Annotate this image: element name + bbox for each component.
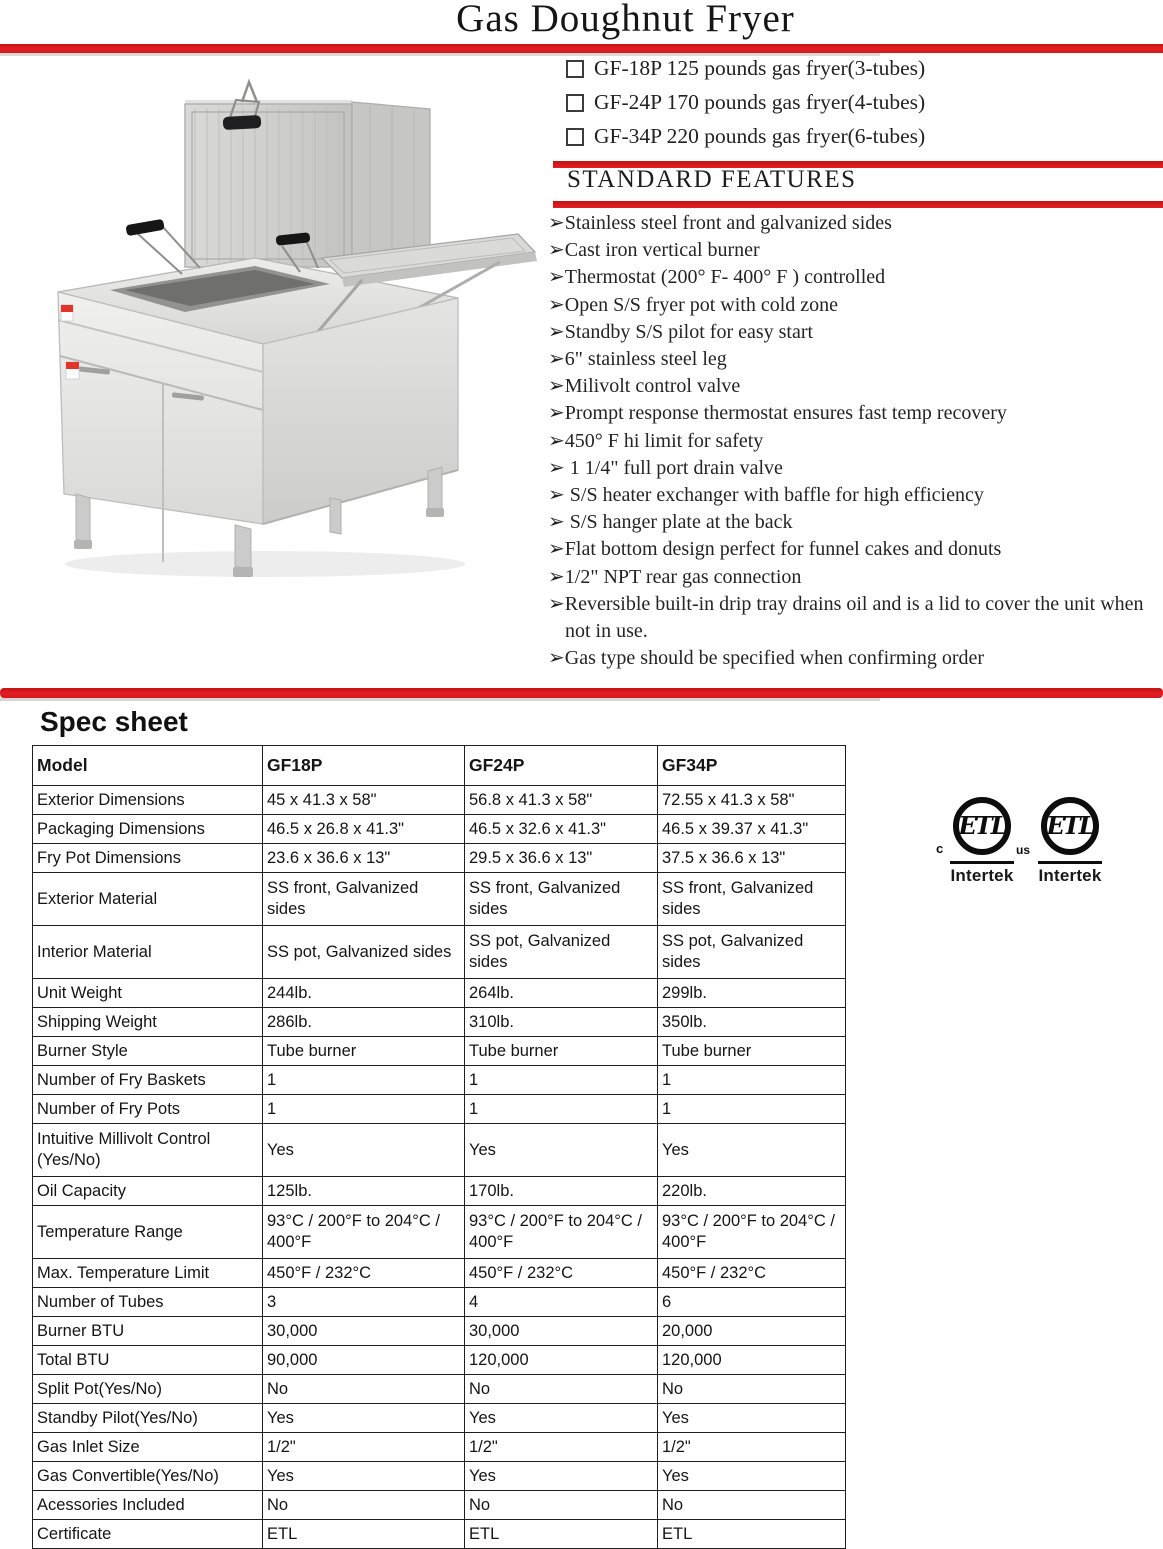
arrow-bullet-icon: ➢ bbox=[548, 592, 565, 615]
table-row bbox=[33, 1462, 846, 1491]
spec-row-label: Exterior Dimensions bbox=[33, 786, 263, 815]
table-row bbox=[33, 1317, 846, 1346]
arrow-bullet-icon: ➢ bbox=[548, 293, 565, 316]
feature-text: Flat bottom design perfect for funnel cakes and donuts bbox=[564, 538, 1002, 561]
spec-value-cell: 46.5 x 39.37 x 41.3" bbox=[658, 815, 846, 844]
spec-row-label: Oil Capacity bbox=[33, 1177, 263, 1206]
spec-value-cell: Yes bbox=[658, 1124, 846, 1177]
spec-row-label: Split Pot(Yes/No) bbox=[33, 1375, 263, 1404]
spec-value-cell: No bbox=[465, 1375, 658, 1404]
spec-table-header-cell: GF34P bbox=[658, 746, 846, 786]
feature-item bbox=[548, 319, 1156, 346]
spec-value-cell: 29.5 x 36.6 x 13" bbox=[465, 844, 658, 873]
arrow-bullet-icon: ➢ bbox=[548, 402, 565, 425]
spec-row-label: Intuitive Millivolt Control (Yes/No) bbox=[33, 1124, 263, 1177]
spec-value-cell: No bbox=[465, 1491, 658, 1520]
spec-table-body bbox=[33, 746, 846, 1549]
spec-value-cell: Tube burner bbox=[658, 1037, 846, 1066]
etl-mark-text: ETL bbox=[1046, 810, 1094, 840]
model-option bbox=[566, 56, 1146, 90]
etl-mark-text: ETL bbox=[958, 810, 1006, 840]
spec-row-label: Burner Style bbox=[33, 1037, 263, 1066]
spec-value-cell: Yes bbox=[465, 1404, 658, 1433]
model-option bbox=[566, 90, 1146, 124]
table-row bbox=[33, 873, 846, 926]
spec-row-label: Burner BTU bbox=[33, 1317, 263, 1346]
spec-value-cell: 450°F / 232°C bbox=[658, 1259, 846, 1288]
intertek-underline bbox=[950, 861, 1014, 864]
spec-value-cell: 244lb. bbox=[263, 979, 465, 1008]
spec-row-label: Fry Pot Dimensions bbox=[33, 844, 263, 873]
table-row bbox=[33, 1375, 846, 1404]
feature-item bbox=[548, 237, 1156, 264]
table-row bbox=[33, 1037, 846, 1066]
model-option bbox=[566, 124, 1146, 158]
arrow-bullet-icon: ➢ bbox=[548, 538, 565, 561]
section-divider-shadow bbox=[0, 698, 880, 701]
feature-text: Cast iron vertical burner bbox=[564, 239, 760, 262]
spec-value-cell: ETL bbox=[658, 1520, 846, 1549]
spec-value-cell: 1/2" bbox=[658, 1433, 846, 1462]
feature-text: Standby S/S pilot for easy start bbox=[564, 320, 814, 343]
spec-value-cell: SS front, Galvanized sides bbox=[465, 873, 658, 926]
feature-text: Gas type should be specified when confirming order bbox=[564, 647, 985, 670]
arrow-bullet-icon: ➢ bbox=[548, 647, 565, 670]
spec-value-cell: Tube burner bbox=[263, 1037, 465, 1066]
spec-value-cell: 4 bbox=[465, 1288, 658, 1317]
etl-circle-icon bbox=[1041, 797, 1099, 855]
arrow-bullet-icon: ➢ bbox=[548, 348, 565, 371]
spec-value-cell: 1 bbox=[465, 1095, 658, 1124]
arrow-bullet-icon: ➢ bbox=[548, 266, 565, 289]
feature-item bbox=[548, 564, 1156, 591]
spec-table-header-cell: GF24P bbox=[465, 746, 658, 786]
feature-item bbox=[548, 536, 1156, 563]
spec-value-cell: Yes bbox=[658, 1462, 846, 1491]
spec-row-label: Unit Weight bbox=[33, 979, 263, 1008]
spec-value-cell: 125lb. bbox=[263, 1177, 465, 1206]
arrow-bullet-icon: ➢ bbox=[548, 212, 565, 234]
table-row bbox=[33, 1095, 846, 1124]
feature-text: Thermostat (200° F- 400° F ) controlled bbox=[564, 266, 886, 289]
spec-value-cell: 120,000 bbox=[658, 1346, 846, 1375]
feature-item bbox=[548, 264, 1156, 291]
feature-text: Stainless steel front and galvanized sides bbox=[564, 212, 892, 234]
arrow-bullet-icon: ➢ bbox=[548, 511, 565, 534]
feature-text: S/S hanger plate at the back bbox=[564, 511, 793, 534]
feature-item bbox=[548, 428, 1156, 455]
etl-c-label: c bbox=[936, 841, 944, 856]
spec-value-cell: 264lb. bbox=[465, 979, 658, 1008]
spec-value-cell: 90,000 bbox=[263, 1346, 465, 1375]
feature-item bbox=[548, 509, 1156, 536]
intertek-label: Intertek bbox=[950, 866, 1014, 885]
table-row bbox=[33, 926, 846, 979]
spec-table-header-row bbox=[33, 746, 846, 786]
model-list bbox=[566, 56, 1146, 158]
spec-row-label: Exterior Material bbox=[33, 873, 263, 926]
table-row bbox=[33, 844, 846, 873]
spec-value-cell: SS front, Galvanized sides bbox=[263, 873, 465, 926]
arrow-bullet-icon: ➢ bbox=[548, 456, 565, 479]
spec-value-cell: 46.5 x 26.8 x 41.3" bbox=[263, 815, 465, 844]
table-row bbox=[33, 815, 846, 844]
spec-value-cell: 1 bbox=[465, 1066, 658, 1095]
feature-text: Prompt response thermostat ensures fast temp recovery bbox=[564, 402, 1007, 425]
spec-value-cell: 450°F / 232°C bbox=[263, 1259, 465, 1288]
table-row bbox=[33, 1259, 846, 1288]
spec-row-label: Number of Fry Pots bbox=[33, 1095, 263, 1124]
spec-value-cell: Yes bbox=[465, 1462, 658, 1491]
spec-value-cell: 220lb. bbox=[658, 1177, 846, 1206]
spec-row-label: Temperature Range bbox=[33, 1206, 263, 1259]
table-row bbox=[33, 1066, 846, 1095]
spec-value-cell: 93°C / 200°F to 204°C / 400°F bbox=[263, 1206, 465, 1259]
spec-value-cell: 30,000 bbox=[263, 1317, 465, 1346]
table-row bbox=[33, 1177, 846, 1206]
feature-item bbox=[548, 591, 1156, 645]
arrow-bullet-icon: ➢ bbox=[548, 320, 565, 343]
feature-item bbox=[548, 400, 1156, 427]
spec-row-label: Max. Temperature Limit bbox=[33, 1259, 263, 1288]
table-row bbox=[33, 1288, 846, 1317]
spec-value-cell: SS pot, Galvanized sides bbox=[263, 926, 465, 979]
feature-text: 450° F hi limit for safety bbox=[564, 429, 764, 452]
table-row bbox=[33, 1491, 846, 1520]
spec-value-cell: SS front, Galvanized sides bbox=[658, 873, 846, 926]
spec-value-cell: Yes bbox=[263, 1124, 465, 1177]
feature-text: 1 1/4" full port drain valve bbox=[564, 456, 783, 479]
page-title: Gas Doughnut Fryer bbox=[456, 0, 795, 40]
spec-value-cell: 1 bbox=[263, 1095, 465, 1124]
intertek-label: Intertek bbox=[1038, 866, 1102, 885]
spec-value-cell: ETL bbox=[465, 1520, 658, 1549]
feature-text: Open S/S fryer pot with cold zone bbox=[564, 293, 839, 316]
spec-row-label: Gas Inlet Size bbox=[33, 1433, 263, 1462]
spec-value-cell: 23.6 x 36.6 x 13" bbox=[263, 844, 465, 873]
spec-value-cell: 1 bbox=[658, 1095, 846, 1124]
feature-item bbox=[548, 210, 1156, 237]
spec-value-cell: SS pot, Galvanized sides bbox=[658, 926, 846, 979]
model-option-label: GF-18P 125 pounds gas fryer(3-tubes) bbox=[594, 56, 926, 80]
model-option-label: GF-24P 170 pounds gas fryer(4-tubes) bbox=[594, 90, 926, 114]
etl-intertek-logo bbox=[1034, 797, 1106, 886]
spec-value-cell: 286lb. bbox=[263, 1008, 465, 1037]
spec-value-cell: 1 bbox=[263, 1066, 465, 1095]
etl-us-label: us bbox=[1015, 843, 1030, 857]
spec-value-cell: Yes bbox=[263, 1462, 465, 1491]
arrow-bullet-icon: ➢ bbox=[548, 239, 565, 262]
spec-value-cell: SS pot, Galvanized sides bbox=[465, 926, 658, 979]
table-row bbox=[33, 786, 846, 815]
table-row bbox=[33, 1404, 846, 1433]
spec-table-header-cell: Model bbox=[33, 746, 263, 786]
feature-item bbox=[548, 455, 1156, 482]
product-photo-fryer bbox=[30, 62, 545, 582]
feature-text: 1/2" NPT rear gas connection bbox=[564, 565, 802, 588]
table-row bbox=[33, 1520, 846, 1549]
model-checkbox bbox=[566, 128, 584, 146]
spec-value-cell: No bbox=[658, 1375, 846, 1404]
spec-row-label: Certificate bbox=[33, 1520, 263, 1549]
table-row bbox=[33, 979, 846, 1008]
feature-item bbox=[548, 292, 1156, 319]
spec-value-cell: No bbox=[263, 1491, 465, 1520]
spec-value-cell: 299lb. bbox=[658, 979, 846, 1008]
spec-value-cell: 3 bbox=[263, 1288, 465, 1317]
spec-value-cell: 46.5 x 32.6 x 41.3" bbox=[465, 815, 658, 844]
feature-text: Reversible built-in drip tray drains oil and is a lid to cover the unit when not in use. bbox=[564, 592, 1144, 643]
spec-row-label: Gas Convertible(Yes/No) bbox=[33, 1462, 263, 1491]
spec-value-cell: Yes bbox=[263, 1404, 465, 1433]
spec-row-label: Total BTU bbox=[33, 1346, 263, 1375]
spec-row-label: Number of Fry Baskets bbox=[33, 1066, 263, 1095]
etl-intertek-logo bbox=[936, 797, 1030, 886]
spec-row-label: Number of Tubes bbox=[33, 1288, 263, 1317]
spec-value-cell: 120,000 bbox=[465, 1346, 658, 1375]
feature-text: S/S heater exchanger with baffle for high efficiency bbox=[564, 484, 984, 507]
spec-value-cell: 72.55 x 41.3 x 58" bbox=[658, 786, 846, 815]
arrow-bullet-icon: ➢ bbox=[548, 429, 565, 452]
spec-value-cell: ETL bbox=[263, 1520, 465, 1549]
spec-row-label: Shipping Weight bbox=[33, 1008, 263, 1037]
spec-table-header-cell: GF18P bbox=[263, 746, 465, 786]
table-row bbox=[33, 1124, 846, 1177]
spec-value-cell: 93°C / 200°F to 204°C / 400°F bbox=[465, 1206, 658, 1259]
table-row bbox=[33, 1206, 846, 1259]
arrow-bullet-icon: ➢ bbox=[548, 484, 565, 507]
feature-item bbox=[548, 645, 1156, 672]
spec-value-cell: 1/2" bbox=[263, 1433, 465, 1462]
spec-value-cell: 20,000 bbox=[658, 1317, 846, 1346]
feature-item bbox=[548, 346, 1156, 373]
intertek-underline bbox=[1038, 861, 1102, 864]
spec-value-cell: 170lb. bbox=[465, 1177, 658, 1206]
spec-value-cell: Yes bbox=[465, 1124, 658, 1177]
spec-table bbox=[32, 745, 846, 1549]
spec-row-label: Acessories Included bbox=[33, 1491, 263, 1520]
section-divider-rule bbox=[0, 688, 1163, 698]
spec-value-cell: 6 bbox=[658, 1288, 846, 1317]
fryer-illustration bbox=[30, 62, 545, 582]
model-option-label: GF-34P 220 pounds gas fryer(6-tubes) bbox=[594, 124, 926, 148]
title-rule bbox=[0, 44, 1163, 53]
spec-value-cell: 450°F / 232°C bbox=[465, 1259, 658, 1288]
spec-value-cell: 45 x 41.3 x 58" bbox=[263, 786, 465, 815]
spec-sheet-heading: Spec sheet bbox=[40, 706, 188, 737]
spec-row-label: Interior Material bbox=[33, 926, 263, 979]
arrow-bullet-icon: ➢ bbox=[548, 375, 565, 398]
features-list bbox=[548, 210, 1156, 672]
arrow-bullet-icon: ➢ bbox=[548, 565, 565, 588]
spec-value-cell: 56.8 x 41.3 x 58" bbox=[465, 786, 658, 815]
spec-value-cell: Yes bbox=[658, 1404, 846, 1433]
feature-item bbox=[548, 482, 1156, 509]
spec-value-cell: No bbox=[263, 1375, 465, 1404]
spec-value-cell: Tube burner bbox=[465, 1037, 658, 1066]
feature-text: Milivolt control valve bbox=[564, 375, 741, 398]
table-row bbox=[33, 1008, 846, 1037]
table-row bbox=[33, 1346, 846, 1375]
spec-value-cell: No bbox=[658, 1491, 846, 1520]
model-checkbox bbox=[566, 94, 584, 112]
spec-value-cell: 350lb. bbox=[658, 1008, 846, 1037]
features-rule-bottom bbox=[553, 201, 1163, 208]
table-row bbox=[33, 1433, 846, 1462]
spec-row-label: Standby Pilot(Yes/No) bbox=[33, 1404, 263, 1433]
spec-value-cell: 30,000 bbox=[465, 1317, 658, 1346]
etl-circle-icon bbox=[953, 797, 1011, 855]
features-heading: STANDARD FEATURES bbox=[567, 166, 857, 193]
spec-value-cell: 37.5 x 36.6 x 13" bbox=[658, 844, 846, 873]
spec-value-cell: 93°C / 200°F to 204°C / 400°F bbox=[658, 1206, 846, 1259]
spec-row-label: Packaging Dimensions bbox=[33, 815, 263, 844]
feature-text: 6" stainless steel leg bbox=[564, 348, 727, 371]
certification-logos bbox=[936, 797, 1106, 886]
spec-value-cell: 1 bbox=[658, 1066, 846, 1095]
model-checkbox bbox=[566, 60, 584, 78]
spec-value-cell: 310lb. bbox=[465, 1008, 658, 1037]
spec-value-cell: 1/2" bbox=[465, 1433, 658, 1462]
feature-item bbox=[548, 373, 1156, 400]
